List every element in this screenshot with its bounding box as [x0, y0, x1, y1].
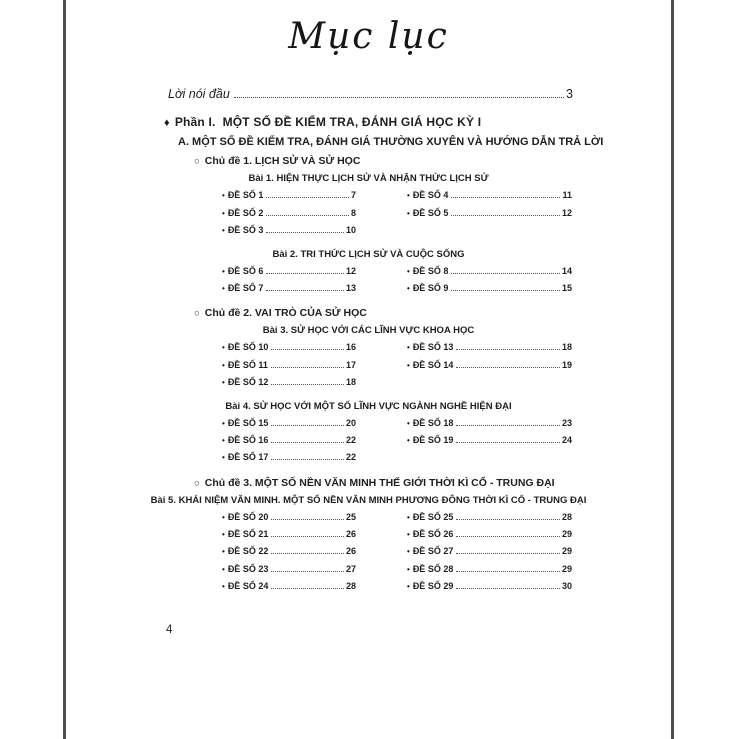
entry-column-right: [407, 342, 572, 394]
toc-entry: [407, 546, 572, 563]
part-title: MỘT SỐ ĐỀ KIỂM TRA, ĐÁNH GIÁ HỌC KỲ I: [222, 115, 482, 130]
entry-label: ĐỀ SỐ 17: [227, 452, 269, 463]
toc-entry: [407, 529, 572, 546]
entry-page-number: 28: [561, 511, 572, 522]
entry-label: ĐỀ SỐ 4: [412, 190, 449, 201]
entry-page-number: 17: [345, 359, 356, 370]
entry-page-number: 20: [345, 417, 356, 428]
toc-entry: [222, 342, 356, 359]
toc-entry: [222, 208, 356, 225]
dot-leader: [456, 553, 560, 554]
topic-heading: [194, 477, 671, 489]
entry-label: ĐỀ SỐ 21: [227, 529, 269, 540]
entry-label: ĐỀ SỐ 12: [227, 377, 269, 388]
entry-bullet-icon: •: [407, 208, 410, 218]
entry-bullet-icon: •: [222, 283, 225, 293]
entry-page-number: 12: [561, 207, 572, 218]
entry-label: ĐỀ SỐ 1: [227, 190, 264, 201]
entry-label: ĐỀ SỐ 27: [412, 546, 454, 557]
entry-label: ĐỀ SỐ 22: [227, 546, 269, 557]
topic-label: Chủ đề 3. MỘT SỐ NỀN VĂN MINH THẾ GIỚI THỜI KÌ CỔ - TRUNG ĐẠI: [204, 476, 555, 489]
entry-bullet-icon: •: [222, 266, 225, 276]
dot-leader: [271, 459, 344, 460]
entry-column-left: [222, 342, 356, 394]
toc-entry: [407, 266, 572, 283]
dot-leader: [271, 442, 344, 443]
dot-leader: [456, 367, 560, 368]
entry-bullet-icon: •: [407, 530, 410, 540]
dot-leader: [456, 571, 560, 572]
entry-page-number: 14: [561, 265, 572, 276]
entry-label: ĐỀ SỐ 24: [227, 581, 269, 592]
toc-entry: [222, 225, 356, 242]
entry-page-number: 22: [345, 434, 356, 445]
entry-label: ĐỀ SỐ 16: [227, 434, 269, 445]
entry-bullet-icon: •: [407, 266, 410, 276]
lesson-heading: Bài 3. SỬ HỌC VỚI CÁC LĨNH VỰC KHOA HỌC: [262, 325, 475, 337]
circle-bullet-icon: ○: [194, 308, 200, 320]
entry-bullet-icon: •: [222, 582, 225, 592]
entry-page-number: 22: [345, 452, 356, 463]
toc-entry: [222, 360, 356, 377]
dot-leader: [266, 290, 344, 291]
lesson-heading: Bài 2. TRI THỨC LỊCH SỬ VÀ CUỘC SỐNG: [272, 248, 465, 260]
entry-label: ĐỀ SỐ 3: [227, 225, 264, 236]
toc-entry: [407, 342, 572, 359]
entry-column-left: [222, 266, 356, 301]
dot-leader: [456, 536, 560, 537]
dot-leader: [271, 553, 344, 554]
page-edge-right: [671, 0, 674, 739]
section-a-heading: A. MỘT SỐ ĐỀ KIỂM TRA, ĐÁNH GIÁ THƯỜNG XUYÊN VÀ HƯỚNG DẪN TRẢ LỜI: [178, 136, 604, 149]
entry-bullet-icon: •: [222, 530, 225, 540]
entry-label: ĐỀ SỐ 25: [412, 511, 454, 522]
entry-label: ĐỀ SỐ 9: [412, 282, 449, 293]
entry-page-number: 8: [350, 207, 356, 218]
preface-page-number: 3: [566, 87, 573, 102]
dot-leader: [456, 349, 560, 350]
preface-label: Lời nói đầu: [168, 87, 230, 102]
entry-bullet-icon: •: [222, 360, 225, 370]
entry-page-number: 30: [561, 581, 572, 592]
entry-bullet-icon: •: [222, 435, 225, 445]
toc-entry: [222, 435, 356, 452]
entry-page-number: 29: [561, 529, 572, 540]
dot-leader: [271, 425, 344, 426]
toc-entry: [407, 208, 572, 225]
entry-page-number: 15: [561, 282, 572, 293]
toc-entry: [407, 512, 572, 529]
entry-page-number: 25: [345, 511, 356, 522]
folio-page-number: 4: [166, 624, 173, 636]
entry-bullet-icon: •: [407, 547, 410, 557]
dot-leader: [451, 215, 560, 216]
entry-bullet-icon: •: [222, 453, 225, 463]
part-heading: [164, 115, 671, 129]
lesson-heading: Bài 1. HIỆN THỰC LỊCH SỬ VÀ NHẬN THỨC LỊCH SỬ: [248, 173, 489, 185]
entry-label: ĐỀ SỐ 19: [412, 434, 454, 445]
entry-page-number: 19: [561, 359, 572, 370]
dot-leader: [271, 536, 344, 537]
entry-label: ĐỀ SỐ 29: [412, 581, 454, 592]
lesson-heading: Bài 5. KHÁI NIỆM VĂN MINH. MỘT SỐ NỀN VĂN MINH PHƯƠNG ĐÔNG THỜI KÌ CỔ - TRUNG ĐẠI: [150, 494, 587, 506]
entry-page-number: 11: [562, 190, 572, 201]
entry-bullet-icon: •: [222, 378, 225, 388]
lesson-entries: [66, 190, 671, 242]
circle-bullet-icon: ○: [194, 477, 200, 489]
toc-entry: [222, 529, 356, 546]
entry-bullet-icon: •: [222, 418, 225, 428]
entry-column-right: [407, 190, 572, 242]
entry-page-number: 16: [345, 342, 356, 353]
lesson-entries: [66, 266, 671, 301]
entry-column-left: [222, 418, 356, 470]
entry-page-number: 12: [345, 265, 356, 276]
entry-bullet-icon: •: [222, 343, 225, 353]
lesson-entries: [66, 342, 671, 394]
entry-bullet-icon: •: [407, 564, 410, 574]
entry-bullet-icon: •: [222, 191, 225, 201]
entry-page-number: 18: [561, 342, 572, 353]
entry-label: ĐỀ SỐ 5: [412, 207, 449, 218]
entry-label: ĐỀ SỐ 7: [227, 282, 264, 293]
toc-topics: [66, 155, 671, 598]
entry-page-number: 10: [345, 225, 356, 236]
book-page: [66, 0, 671, 739]
dot-leader: [451, 273, 560, 274]
toc-entry: [407, 435, 572, 452]
entry-bullet-icon: •: [407, 191, 410, 201]
entry-bullet-icon: •: [407, 418, 410, 428]
entry-page-number: 29: [561, 546, 572, 557]
lesson-entries: [66, 418, 671, 470]
entry-page-number: 28: [345, 581, 356, 592]
entry-column-right: [407, 266, 572, 301]
dot-leader: [451, 197, 560, 198]
toc-entry: [222, 564, 356, 581]
entry-bullet-icon: •: [222, 564, 225, 574]
entry-page-number: 7: [350, 190, 356, 201]
entry-bullet-icon: •: [222, 512, 225, 522]
entry-label: ĐỀ SỐ 18: [412, 417, 454, 428]
toc-entry: [407, 283, 572, 300]
entry-bullet-icon: •: [407, 343, 410, 353]
topic-label: Chủ đề 1. LỊCH SỬ VÀ SỬ HỌC: [204, 155, 361, 168]
entry-page-number: 26: [345, 546, 356, 557]
dot-leader: [271, 571, 344, 572]
entry-bullet-icon: •: [407, 512, 410, 522]
dot-leader: [266, 273, 344, 274]
diamond-bullet-icon: ♦: [164, 117, 170, 130]
entry-label: ĐỀ SỐ 14: [412, 359, 454, 370]
topic-label: Chủ đề 2. VAI TRÒ CỦA SỬ HỌC: [204, 307, 367, 320]
toc-entry: [222, 418, 356, 435]
toc-entry: [407, 360, 572, 377]
toc-entry: [222, 452, 356, 469]
entry-page-number: 27: [345, 563, 356, 574]
entry-column-left: [222, 512, 356, 599]
entry-bullet-icon: •: [222, 226, 225, 236]
entry-label: ĐỀ SỐ 20: [227, 511, 269, 522]
entry-label: ĐỀ SỐ 10: [227, 342, 269, 353]
entry-bullet-icon: •: [407, 435, 410, 445]
dot-leader: [456, 588, 560, 589]
dot-leader: [456, 442, 560, 443]
entry-label: ĐỀ SỐ 11: [227, 359, 268, 370]
toc-entry: [407, 418, 572, 435]
entry-column-right: [407, 418, 572, 470]
lesson-heading: Bài 4. SỬ HỌC VỚI MỘT SỐ LĨNH VỰC NGÀNH NGHỀ HIỆN ĐẠI: [225, 400, 512, 412]
dot-leader: [266, 215, 349, 216]
entry-page-number: 13: [345, 282, 356, 293]
dot-leader: [271, 588, 344, 589]
entry-label: ĐỀ SỐ 26: [412, 529, 454, 540]
entry-page-number: 18: [345, 377, 356, 388]
toc-entry: [222, 377, 356, 394]
toc-entry: [222, 512, 356, 529]
topic-heading: [194, 155, 671, 167]
entry-page-number: 23: [561, 417, 572, 428]
dot-leader: [271, 384, 344, 385]
entry-bullet-icon: •: [407, 360, 410, 370]
toc-entry: [222, 283, 356, 300]
entry-page-number: 29: [561, 563, 572, 574]
entry-label: ĐỀ SỐ 8: [412, 265, 449, 276]
toc-entry: [222, 266, 356, 283]
toc-entry: [222, 581, 356, 598]
entry-bullet-icon: •: [407, 283, 410, 293]
entry-column-right: [407, 512, 572, 599]
lesson-entries: [66, 512, 671, 599]
entry-label: ĐỀ SỐ 15: [227, 417, 269, 428]
entry-label: ĐỀ SỐ 2: [227, 207, 264, 218]
entry-label: ĐỀ SỐ 6: [227, 265, 264, 276]
entry-bullet-icon: •: [222, 547, 225, 557]
dot-leader: [456, 425, 560, 426]
dot-leader: [266, 197, 349, 198]
topic-heading: [194, 307, 671, 319]
preface-row: [168, 87, 573, 101]
entry-bullet-icon: •: [407, 582, 410, 592]
toc-entry: [407, 564, 572, 581]
dot-leader: [234, 97, 564, 98]
toc-entry: [222, 190, 356, 207]
entry-label: ĐỀ SỐ 28: [412, 563, 454, 574]
entry-label: ĐỀ SỐ 13: [412, 342, 454, 353]
dot-leader: [451, 290, 560, 291]
entry-bullet-icon: •: [222, 208, 225, 218]
dot-leader: [456, 519, 560, 520]
toc-entry: [407, 190, 572, 207]
entry-page-number: 24: [561, 434, 572, 445]
toc-entry: [222, 546, 356, 563]
dot-leader: [271, 519, 344, 520]
entry-label: ĐỀ SỐ 23: [227, 563, 269, 574]
dot-leader: [266, 232, 344, 233]
entry-column-left: [222, 190, 356, 242]
part-prefix: Phần I.: [174, 115, 216, 130]
entry-page-number: 26: [345, 529, 356, 540]
toc-title: Mục lục: [288, 16, 449, 57]
toc-entry: [407, 581, 572, 598]
dot-leader: [271, 349, 344, 350]
circle-bullet-icon: ○: [194, 156, 200, 168]
dot-leader: [271, 367, 344, 368]
